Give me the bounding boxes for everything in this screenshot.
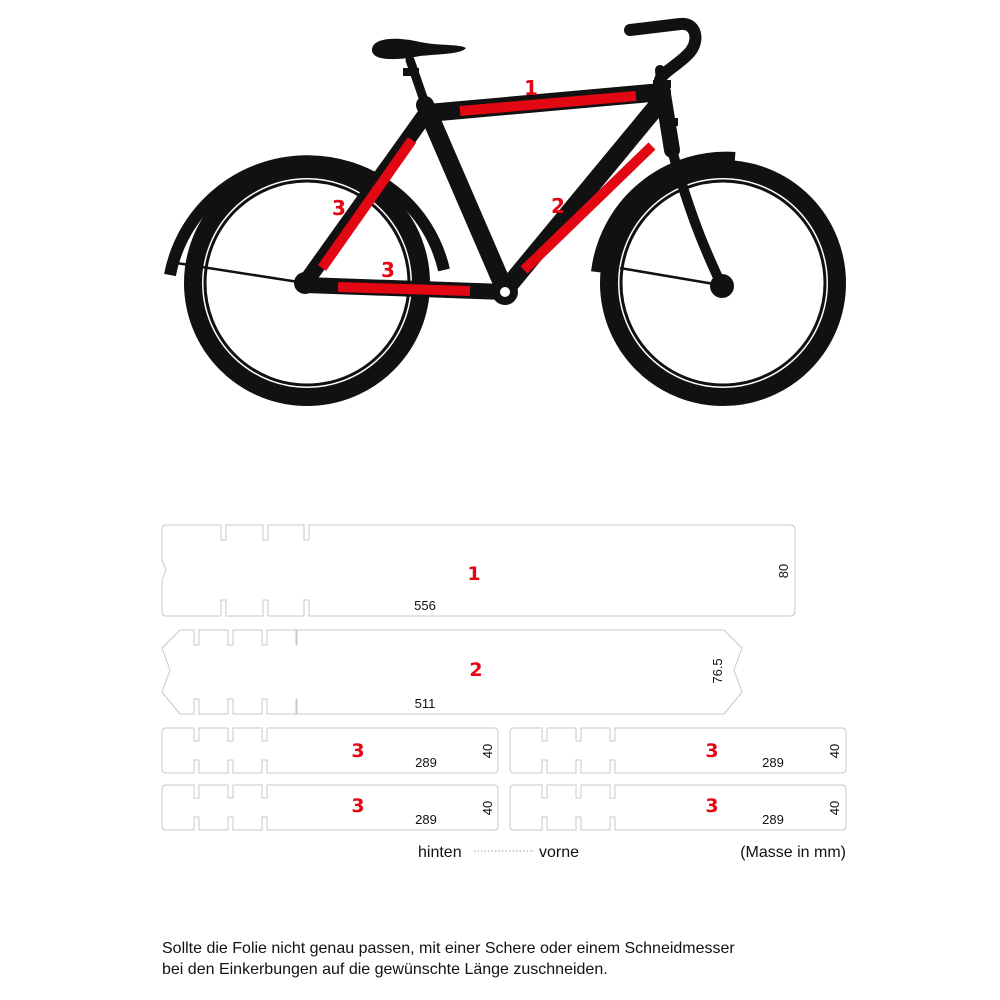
cutting-instruction (162, 938, 862, 980)
frame-label-1: 1 (524, 76, 538, 100)
note-line-1: Sollte die Folie nicht genau passen, mit einer Schere oder einem Schneidmesser (162, 940, 735, 957)
piece-1-width: 80 (776, 563, 791, 579)
piece-3-a (162, 728, 498, 773)
handlebar (630, 24, 695, 80)
frame-label-2: 2 (551, 194, 565, 218)
piece-3-b (510, 728, 846, 773)
saddle (372, 39, 466, 59)
piece-2 (162, 630, 742, 714)
piece-3-c-length: 289 (415, 812, 437, 827)
piece-3-b-length: 289 (762, 755, 784, 770)
legend-front: vorne (539, 844, 580, 861)
protector-3-chainstay (338, 287, 470, 291)
piece-2-number: 2 (469, 659, 483, 681)
piece-3-b-width: 40 (827, 743, 842, 759)
note-line-2: bei den Einkerbungen auf die gewünschte Länge zuschneiden. (162, 961, 608, 978)
bicycle-illustration (170, 24, 837, 397)
legend-back: hinten (418, 844, 462, 861)
piece-3-d (510, 785, 846, 830)
piece-3-d-length: 289 (762, 812, 784, 827)
piece-1-length: 556 (414, 598, 436, 613)
piece-2-width: 76.5 (710, 658, 725, 684)
piece-3-a-width: 40 (480, 743, 495, 759)
legend-units: (Masse in mm) (740, 844, 846, 861)
piece-2-length: 511 (414, 696, 436, 711)
piece-3-d-width: 40 (827, 800, 842, 816)
frame-label-3-chainstay: 3 (381, 258, 395, 282)
piece-3-c-number: 3 (351, 795, 365, 817)
frame-label-3-seatstay: 3 (332, 196, 346, 220)
piece-3-a-length: 289 (415, 755, 437, 770)
direction-legend (418, 844, 846, 861)
piece-3-a-number: 3 (351, 740, 365, 762)
piece-3-c-width: 40 (480, 800, 495, 816)
piece-3-c (162, 785, 498, 830)
piece-3-b-number: 3 (705, 740, 719, 762)
piece-1-number: 1 (467, 563, 481, 585)
piece-1 (162, 525, 795, 616)
piece-3-d-number: 3 (705, 795, 719, 817)
